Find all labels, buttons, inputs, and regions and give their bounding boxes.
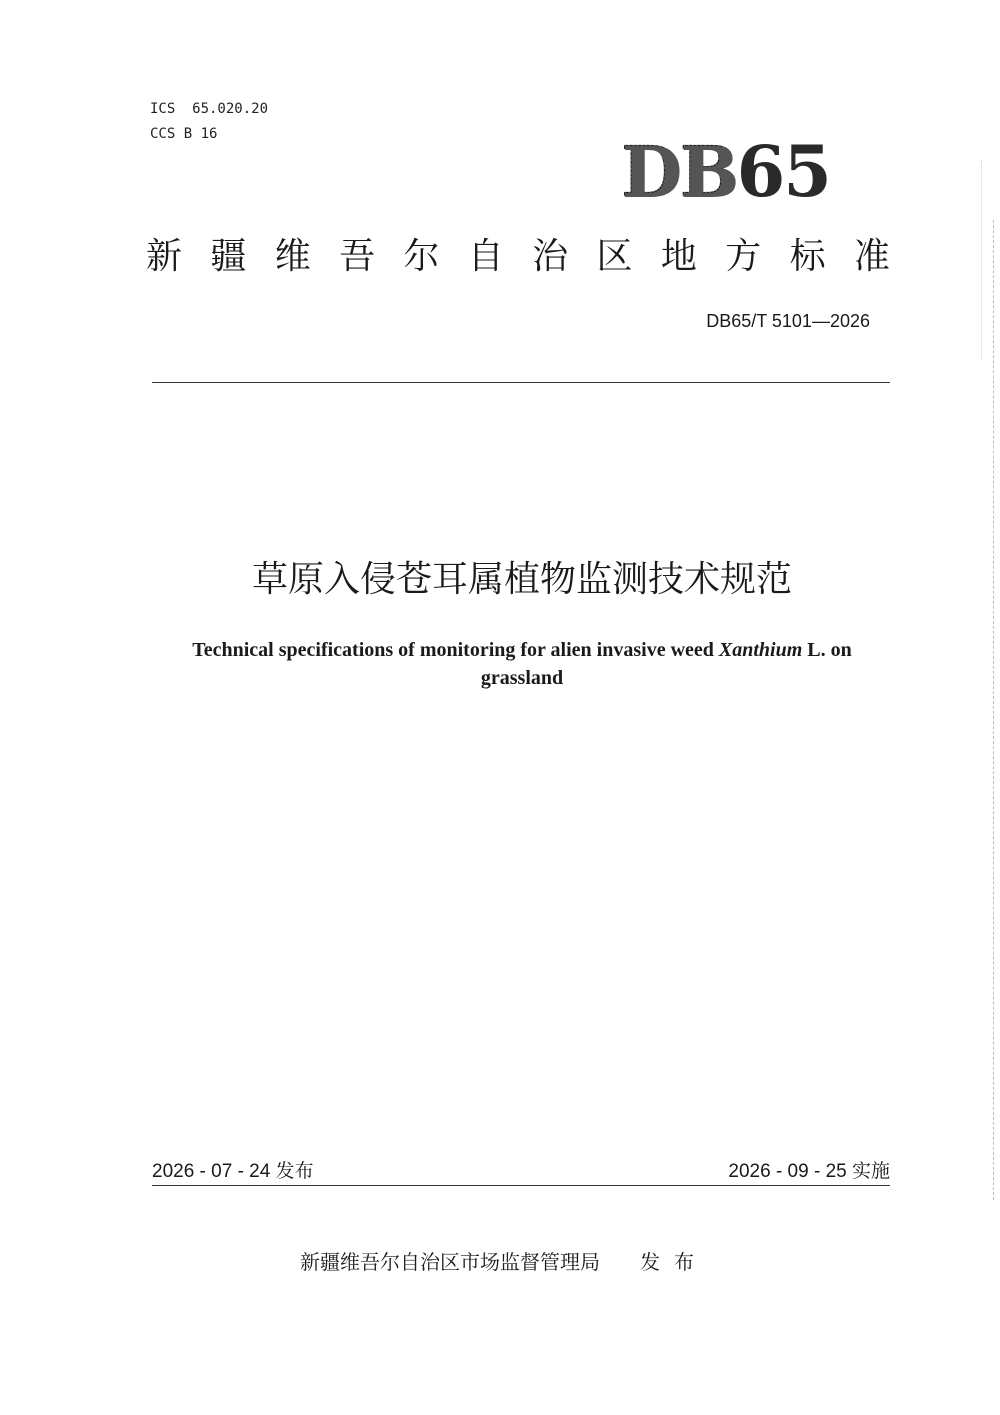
issuer-line bbox=[300, 1246, 708, 1275]
title-english-line-1-start: Technical specifications of monitoring for alien invasive weed bbox=[192, 639, 719, 661]
scan-edge-mark-secondary bbox=[980, 160, 982, 360]
standard-organization-title bbox=[146, 234, 890, 280]
issuer-action: 发布 bbox=[640, 1250, 708, 1274]
org-char: 尔 bbox=[403, 236, 440, 277]
bottom-divider bbox=[152, 1185, 890, 1186]
title-english bbox=[150, 636, 894, 692]
org-char: 标 bbox=[789, 236, 826, 277]
org-char: 疆 bbox=[210, 236, 247, 277]
db-logo-number: 65 bbox=[736, 130, 830, 213]
ics-code: ICS 65.020.20 bbox=[150, 101, 269, 117]
org-char: 准 bbox=[853, 236, 890, 277]
scan-edge-mark bbox=[992, 220, 994, 1200]
org-char: 方 bbox=[725, 236, 762, 277]
implementation-date: 2026 - 09 - 25 实施 bbox=[728, 1161, 890, 1182]
top-divider bbox=[152, 382, 890, 383]
org-char: 吾 bbox=[339, 236, 376, 277]
org-char: 自 bbox=[467, 236, 504, 277]
standard-number: DB65/T 5101—2026 bbox=[706, 311, 870, 331]
org-char: 新 bbox=[146, 236, 183, 277]
release-date: 2026 - 07 - 24 发布 bbox=[152, 1161, 314, 1182]
issuer-name: 新疆维吾尔自治区市场监督管理局 bbox=[300, 1250, 600, 1274]
org-char: 区 bbox=[596, 236, 633, 277]
org-char: 维 bbox=[274, 236, 311, 277]
db-logo-letters: DB bbox=[620, 130, 737, 213]
ccs-code: CCS B 16 bbox=[150, 126, 218, 142]
title-chinese: 草原入侵苍耳属植物监测技术规范 bbox=[251, 559, 792, 600]
title-english-line-2: grassland bbox=[480, 667, 564, 689]
title-english-line-1 bbox=[150, 636, 894, 664]
title-english-line-1-end: L. on bbox=[802, 639, 852, 661]
org-char: 治 bbox=[532, 236, 569, 277]
date-row bbox=[152, 1156, 890, 1184]
title-english-genus: Xanthium bbox=[718, 639, 803, 661]
db-logo bbox=[620, 130, 830, 213]
org-char: 地 bbox=[660, 236, 697, 277]
